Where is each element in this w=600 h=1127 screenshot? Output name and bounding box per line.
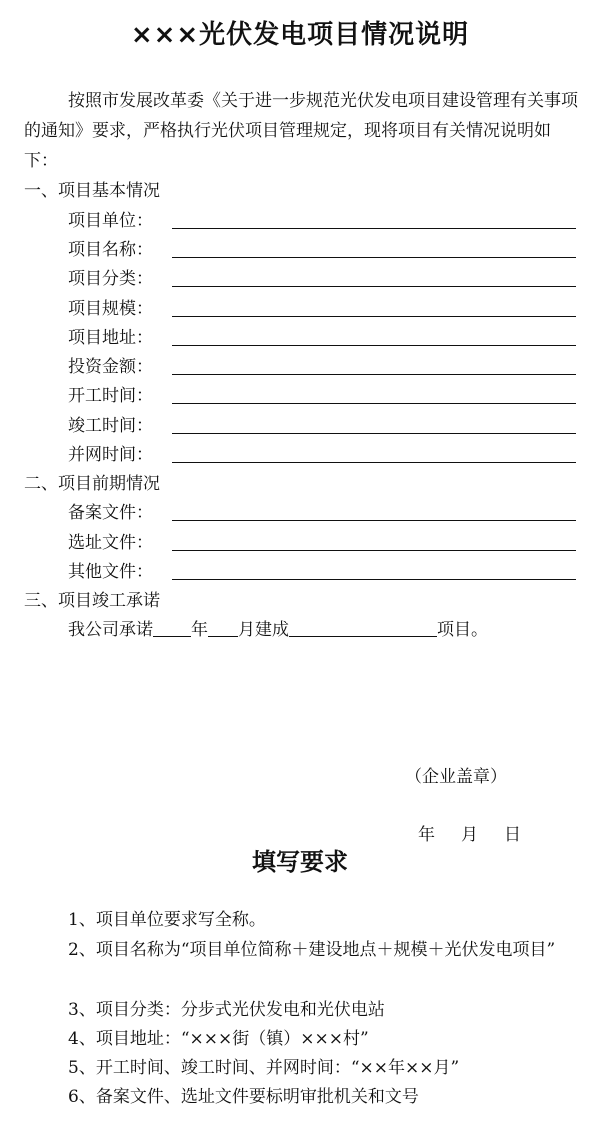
field-label: 竣工时间： (68, 416, 153, 436)
date-month: 月 (461, 825, 478, 845)
field-label: 项目分类： (68, 269, 153, 289)
month-blank[interactable] (208, 618, 238, 637)
commitment-text: 项目。 (437, 620, 488, 640)
field-label: 项目地址： (68, 328, 153, 348)
date-year: 年 (418, 825, 435, 845)
requirement-item: 5、开工时间、竣工时间、并网时间：“××年××月” (68, 1058, 460, 1078)
field-underline[interactable] (172, 345, 576, 346)
field-underline[interactable] (172, 228, 576, 229)
section1-heading: 一、项目基本情况 (24, 181, 160, 201)
field-label: 项目名称： (68, 240, 153, 260)
requirement-item: 3、项目分类：分步式光伏发电和光伏电站 (68, 1000, 385, 1020)
field-label: 投资金额： (68, 357, 153, 377)
section3-heading: 三、项目竣工承诺 (24, 591, 160, 611)
field-underline[interactable] (172, 374, 576, 375)
commitment-text: 月建成 (238, 620, 289, 640)
field-label: 项目单位： (68, 211, 153, 231)
intro-text: 按照市发展改革委《关于进一步规范光伏发电项目建设管理有关事项的通知》要求，严格执行光伏项目管理规定，现将项目有关情况说明如下： (24, 91, 578, 171)
field-underline[interactable] (172, 579, 576, 580)
commitment-text: 年 (191, 620, 208, 640)
commitment-line (68, 615, 488, 645)
year-blank[interactable] (153, 618, 191, 637)
field-underline[interactable] (172, 550, 576, 551)
section2-heading: 二、项目前期情况 (24, 474, 160, 494)
field-underline[interactable] (172, 257, 576, 258)
requirement-item: 2、项目名称为“项目单位简称＋建设地点＋规模＋光伏发电项目” (68, 940, 556, 960)
requirement-item: 1、项目单位要求写全称。 (68, 910, 266, 930)
project-name-blank[interactable] (289, 618, 437, 637)
field-label: 开工时间： (68, 386, 153, 406)
commitment-text: 我公司承诺 (68, 620, 153, 640)
requirements-title: 填写要求 (252, 848, 348, 876)
field-underline[interactable] (172, 433, 576, 434)
field-label: 其他文件： (68, 562, 153, 582)
document-title: ×××光伏发电项目情况说明 (130, 20, 470, 50)
requirement-item: 4、项目地址：“×××街（镇）×××村” (68, 1029, 369, 1049)
field-underline[interactable] (172, 403, 576, 404)
company-seal-label: （企业盖章） (405, 767, 507, 787)
field-underline[interactable] (172, 520, 576, 521)
field-label: 选址文件： (68, 533, 153, 553)
field-label: 并网时间： (68, 445, 153, 465)
intro-paragraph (24, 86, 580, 176)
field-label: 项目规模： (68, 299, 153, 319)
field-underline[interactable] (172, 316, 576, 317)
date-day: 日 (504, 825, 521, 845)
field-underline[interactable] (172, 286, 576, 287)
field-label: 备案文件： (68, 503, 153, 523)
requirement-item: 6、备案文件、选址文件要标明审批机关和文号 (68, 1087, 419, 1107)
field-underline[interactable] (172, 462, 576, 463)
